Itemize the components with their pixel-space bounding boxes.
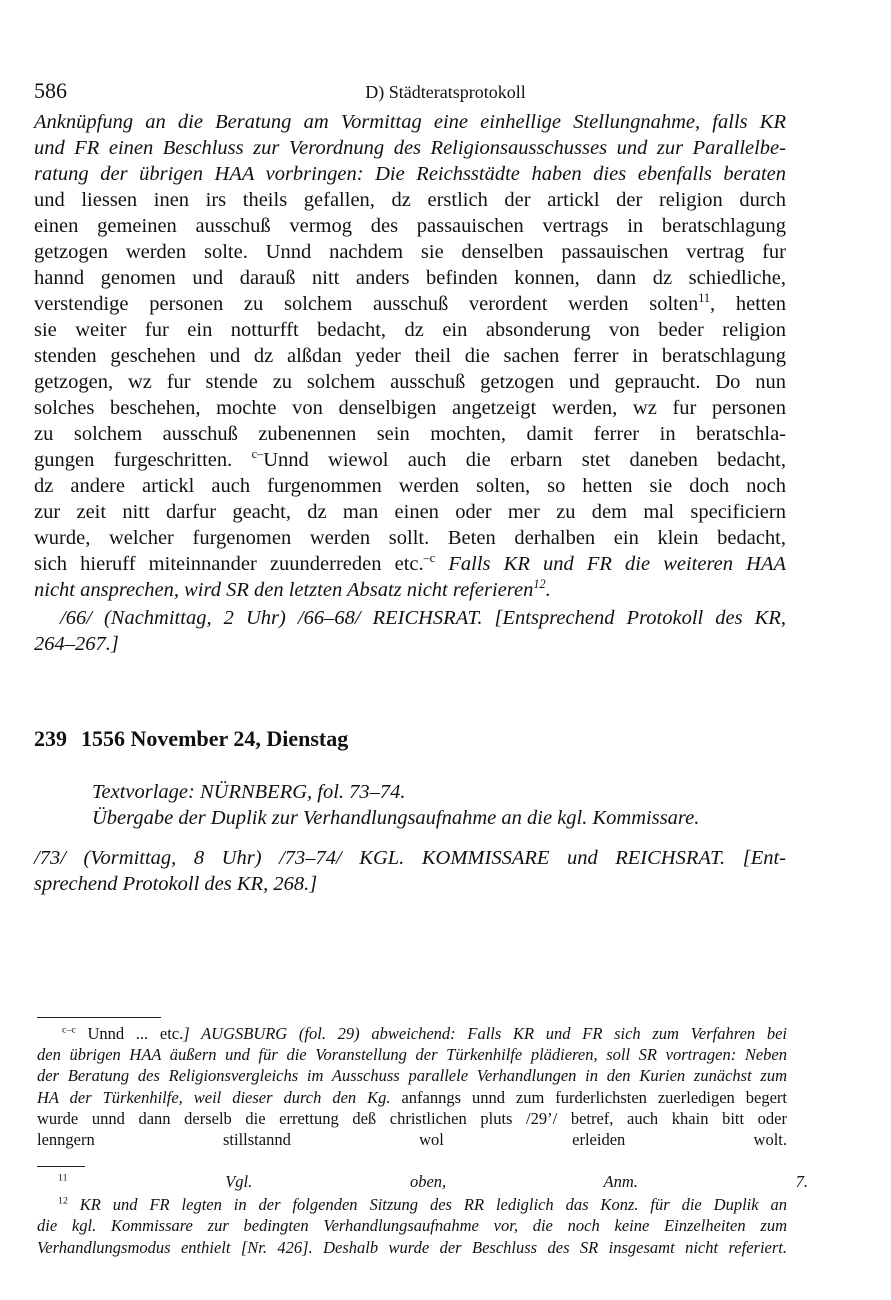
text-line: /73/ (Vormittag, 8 Uhr) /73–74/ KGL. KOMMISSARE und REICHSRAT. [Ent- [34, 847, 786, 869]
text-line [34, 448, 786, 472]
text-line [34, 474, 786, 498]
running-title: D) Städteratsprotokoll [365, 82, 526, 102]
text: Vgl. oben, Anm. 7. [225, 1172, 808, 1191]
text: 264–267.] [34, 633, 119, 655]
source-note: Textvorlage: NÜRNBERG, fol. 73–74. [92, 781, 406, 803]
footnote-separator [37, 1017, 161, 1018]
text: zu solchem ausschuß zubenennen sein mochten, damit ferrer in beratschla- [34, 423, 786, 445]
text: anfanngs unnd zum furderlichsten zuerledigen begert [390, 1088, 787, 1107]
text-line [34, 318, 786, 342]
text-line [34, 344, 786, 368]
footnote-line: die kgl. Kommissare zur bedingten Verhandlungsaufnahme vor, die noch keine Einzelheiten zum [37, 1216, 787, 1235]
text: sich hieruff miteinnander zuunderreden etc. [34, 553, 424, 575]
text-line [34, 240, 786, 264]
text-line [34, 266, 786, 290]
text-line [34, 110, 786, 134]
text-line [34, 526, 786, 550]
text: ratung der übrigen HAA vorbringen: Die Reichsstädte haben dies ebenfalls beraten [34, 163, 786, 185]
text: getzogen werden solte. Unnd nachdem sie denselben passauischen vertrag fur [34, 241, 786, 263]
text: Unnd wiewol auch die erbarn stet daneben bedacht, [263, 449, 786, 471]
text: sie weiter fur ein notturfft bedacht, dz ein absonderung von beder religion [34, 319, 786, 341]
text: , hetten [710, 293, 786, 315]
footnote-ref-12[interactable]: 12 [533, 577, 546, 592]
section-number: 239 [34, 726, 67, 751]
text: /66/ (Nachmittag, 2 Uhr) /66–68/ REICHSRAT. [Entsprechend Protokoll des KR, [60, 607, 786, 629]
text-line [60, 606, 786, 630]
page-number: 586 [34, 78, 67, 103]
section-title: 1556 November 24, Dienstag [81, 726, 349, 751]
text: getzogen, wz fur stende zu solchem ausschuß getzogen und gepraucht. Do nun [34, 371, 786, 393]
text: solches beschehen, mochte von denselbigen angetzeigt werden, wz fur personen [34, 397, 786, 419]
footnote-line: Verhandlungsmodus enthielt [Nr. 426]. Deshalb wurde der Beschluss des SR insgesamt nicht referiert. [37, 1238, 787, 1257]
text: . [545, 579, 551, 601]
text-line: sprechend Protokoll des KR, 268.] [34, 873, 318, 895]
text: stenden geschehen und dz alßdan yeder theil die sachen ferrer in beratschlagung [34, 345, 786, 367]
footnote-line [62, 1024, 787, 1044]
text-line [34, 578, 786, 602]
footnote-line: der Beratung des Religionsvergleichs im Ausschuss parallele Verhandlungen in den Kurien zunächst zum [37, 1066, 787, 1085]
footnote-line: lenngern stillstannd wol erleiden wolt. [37, 1130, 787, 1149]
text: hannd genomen und darauß nitt anders befinden konnen, dann dz schiedliche, [34, 267, 786, 289]
text: Falls KR und FR die weiteren HAA [435, 553, 786, 575]
text-line [34, 214, 786, 238]
text: ] AUGSBURG (fol. 29) abweichend: Falls KR und FR sich zum Verfahren bei [183, 1024, 788, 1043]
text: KR und FR legten in der folgenden Sitzung des RR lediglich das Konz. für die Duplik an [79, 1195, 787, 1214]
text: zur zeit nitt darfur geacht, dz man einen oder mer zu dem mal specificiern [34, 501, 786, 523]
footnote-ref-c[interactable]: c– [251, 447, 264, 462]
text: dz andere artickl auch furgenommen werden solten, so hetten sie doch noch [34, 475, 786, 497]
section-heading [34, 726, 348, 752]
text: einen gemeinen ausschuß vermog des passauischen vertrags in beratschlagung [34, 215, 786, 237]
footnote-mark: c–c [62, 1024, 76, 1036]
text-line [34, 632, 786, 656]
text: Anknüpfung an die Beratung am Vormittag eine einhellige Stellungnahme, falls KR [34, 111, 786, 133]
text: verstendige personen zu solchem ausschuß verordent werden solten [34, 293, 699, 315]
text: gungen furgeschritten. [34, 449, 252, 471]
footnote-mark: 11 [58, 1172, 68, 1184]
text-line [34, 422, 786, 446]
section-summary: Übergabe der Duplik zur Verhandlungsaufnahme an die kgl. Kommissare. [92, 807, 700, 829]
text-line [34, 552, 786, 576]
text-line [34, 162, 786, 186]
footnote-line [37, 1088, 787, 1108]
footnote-ref-11[interactable]: 11 [698, 291, 711, 306]
text: wurde, welcher furgenomen werden sollt. Beten derhalben ein klein bedacht, [34, 527, 786, 549]
footnote-line [58, 1195, 787, 1215]
footnote-mark: 12 [58, 1195, 68, 1207]
text-line [34, 396, 786, 420]
text: und liessen inen irs theils gefallen, dz erstlich der artickl der religion durch [34, 189, 786, 211]
footnote-ref-c-end[interactable]: –c [423, 551, 436, 566]
text-line [34, 370, 786, 394]
text: HA der Türkenhilfe, weil dieser durch den Kg. [37, 1088, 391, 1107]
text-line [34, 188, 786, 212]
text: nicht ansprechen, wird SR den letzten Absatz nicht referieren [34, 579, 534, 601]
footnote-11 [58, 1172, 808, 1192]
text: und FR einen Beschluss zur Verordnung des Religionsausschusses und zur Parallelbe- [34, 137, 786, 159]
footnote-line: den übrigen HAA äußern und für die Voranstellung der Türkenhilfe plädieren, soll SR vortragen: Neben [37, 1045, 787, 1064]
text: Unnd ... etc. [87, 1024, 184, 1043]
text-line [34, 292, 786, 316]
footnote-line: wurde unnd dann derselb die errettung deß christlichen pluts /29’/ betref, auch khain bitt oder [37, 1109, 787, 1128]
text-line [34, 136, 786, 160]
text-line [34, 500, 786, 524]
footnote-separator [37, 1166, 85, 1167]
